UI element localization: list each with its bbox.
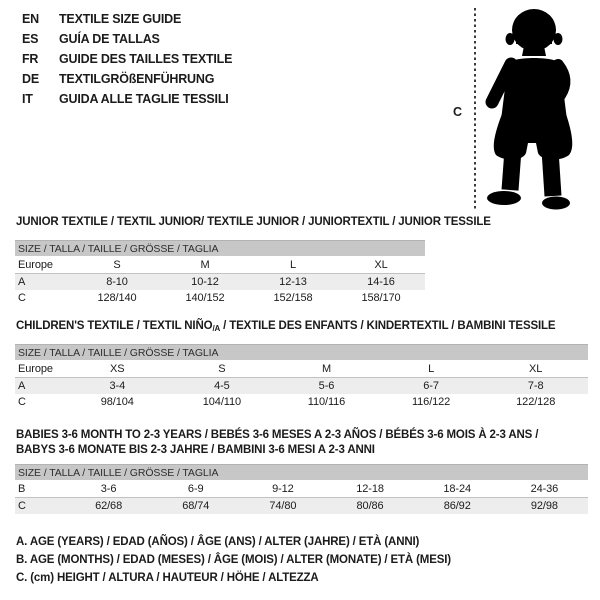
legend-line-b: B. AGE (MONTHS) / EDAD (MESES) / ÂGE (MOIS) / ALTER (MONATE) / ETÀ (MESI)	[16, 554, 451, 566]
size-cell: M	[161, 256, 249, 274]
row-label: A	[15, 378, 65, 395]
size-cell: S	[73, 256, 161, 274]
value-cell: 62/68	[65, 498, 152, 515]
size-cell: S	[170, 360, 275, 378]
language-code: ES	[22, 32, 39, 46]
babies-size-table	[15, 464, 588, 514]
value-cell: 14-16	[337, 274, 425, 291]
size-cell: L	[379, 360, 484, 378]
size-cell: XS	[65, 360, 170, 378]
value-cell: 128/140	[97, 292, 137, 304]
row-label: C	[18, 292, 26, 304]
language-title: TEXTILGRÖßENFÜHRUNG	[59, 72, 215, 86]
size-bar-label: SIZE / TALLA / TAILLE / GRÖSSE / TAGLIA	[15, 345, 588, 361]
value-cell: 152/158	[273, 292, 313, 304]
value-cell: 24-36	[501, 480, 588, 498]
children-section-heading	[16, 320, 555, 333]
value-cell: 74/80	[239, 498, 326, 515]
size-bar-label: SIZE / TALLA / TAILLE / GRÖSSE / TAGLIA	[15, 241, 425, 257]
size-cell: XL	[337, 256, 425, 274]
language-title: GUÍA DE TALLAS	[59, 32, 160, 46]
heading-subscript: /A	[212, 324, 221, 333]
language-row-fr	[22, 49, 232, 69]
value-cell: 6-7	[379, 378, 484, 395]
language-list	[22, 9, 232, 109]
value-cell: 5-6	[274, 378, 379, 395]
size-cell: M	[274, 360, 379, 378]
size-bar-label: SIZE / TALLA / TAILLE / GRÖSSE / TAGLIA	[15, 465, 588, 481]
row-label: C	[18, 396, 26, 408]
heading-text: / TEXTILE DES ENFANTS / KINDERTEXTIL / BAMBINI TESSILE	[220, 320, 556, 332]
legend-line-a: A. AGE (YEARS) / EDAD (AÑOS) / ÂGE (ANS) / ALTER (JAHRE) / ETÀ (ANNI)	[16, 536, 420, 548]
table-row	[15, 480, 588, 498]
legend-line-c: C. (cm) HEIGHT / ALTURA / HAUTEUR / HÖHE / ALTEZZA	[16, 572, 319, 584]
value-cell: 18-24	[414, 480, 501, 498]
row-label: A	[15, 274, 73, 291]
value-cell: 3-4	[65, 378, 170, 395]
children-size-table	[15, 344, 588, 410]
size-cell: L	[249, 256, 337, 274]
value-cell: 98/104	[100, 396, 134, 408]
value-cell: 8-10	[73, 274, 161, 291]
value-cell: 140/152	[185, 292, 225, 304]
language-row-de	[22, 69, 232, 89]
heading-line-2: BABYS 3-6 MONATE BIS 2-3 JAHRE / BAMBINI 3-6 MESI A 2-3 ANNI	[16, 444, 375, 456]
value-cell: 4-5	[170, 378, 275, 395]
size-bar-row	[15, 345, 588, 361]
junior-size-table	[15, 240, 425, 306]
height-measure-label: C	[453, 105, 463, 119]
value-cell: 104/110	[202, 396, 242, 408]
babies-section-heading	[16, 428, 538, 458]
baby-silhouette	[480, 2, 592, 214]
table-row	[15, 378, 588, 395]
table-row	[15, 256, 425, 274]
value-cell: 116/122	[411, 396, 451, 408]
table-row	[15, 290, 425, 306]
value-cell: 92/98	[501, 498, 588, 515]
language-code: EN	[22, 12, 39, 26]
row-label: B	[15, 480, 65, 498]
value-cell: 80/86	[326, 498, 413, 515]
table-row	[15, 274, 425, 291]
language-row-it	[22, 89, 232, 109]
size-cell: XL	[483, 360, 588, 378]
language-row-en	[22, 9, 232, 29]
value-cell: 122/128	[516, 396, 556, 408]
row-label: C	[15, 498, 65, 515]
value-cell: 9-12	[239, 480, 326, 498]
language-title: GUIDE DES TAILLES TEXTILE	[59, 52, 233, 66]
size-bar-row	[15, 241, 425, 257]
value-cell: 86/92	[414, 498, 501, 515]
value-cell: 6-9	[152, 480, 239, 498]
language-code: IT	[22, 92, 33, 106]
row-label: Europe	[15, 360, 65, 378]
language-title: GUIDA ALLE TAGLIE TESSILI	[59, 92, 229, 106]
value-cell: 110/116	[307, 396, 346, 408]
value-cell: 10-12	[161, 274, 249, 291]
value-cell: 3-6	[65, 480, 152, 498]
value-cell: 12-18	[326, 480, 413, 498]
value-cell: 7-8	[483, 378, 588, 395]
value-cell: 158/170	[361, 292, 401, 304]
size-bar-row	[15, 465, 588, 481]
height-measure-line	[474, 8, 476, 210]
table-row	[15, 394, 588, 410]
junior-section-heading: JUNIOR TEXTILE / TEXTIL JUNIOR/ TEXTILE JUNIOR / JUNIORTEXTIL / JUNIOR TESSILE	[16, 216, 491, 228]
language-code: DE	[22, 72, 39, 86]
heading-text: CHILDREN'S TEXTILE / TEXTIL NIÑO	[16, 320, 213, 332]
row-label: Europe	[15, 256, 73, 274]
table-row	[15, 360, 588, 378]
language-code: FR	[22, 52, 39, 66]
table-row	[15, 498, 588, 515]
value-cell: 12-13	[249, 274, 337, 291]
language-row-es	[22, 29, 232, 49]
language-title: TEXTILE SIZE GUIDE	[59, 12, 182, 26]
legend	[16, 533, 451, 587]
heading-line-1: BABIES 3-6 MONTH TO 2-3 YEARS / BEBÉS 3-6 MESES A 2-3 AÑOS / BÉBÉS 3-6 MOIS À 2-3 ANS /	[16, 429, 539, 441]
value-cell: 68/74	[152, 498, 239, 515]
